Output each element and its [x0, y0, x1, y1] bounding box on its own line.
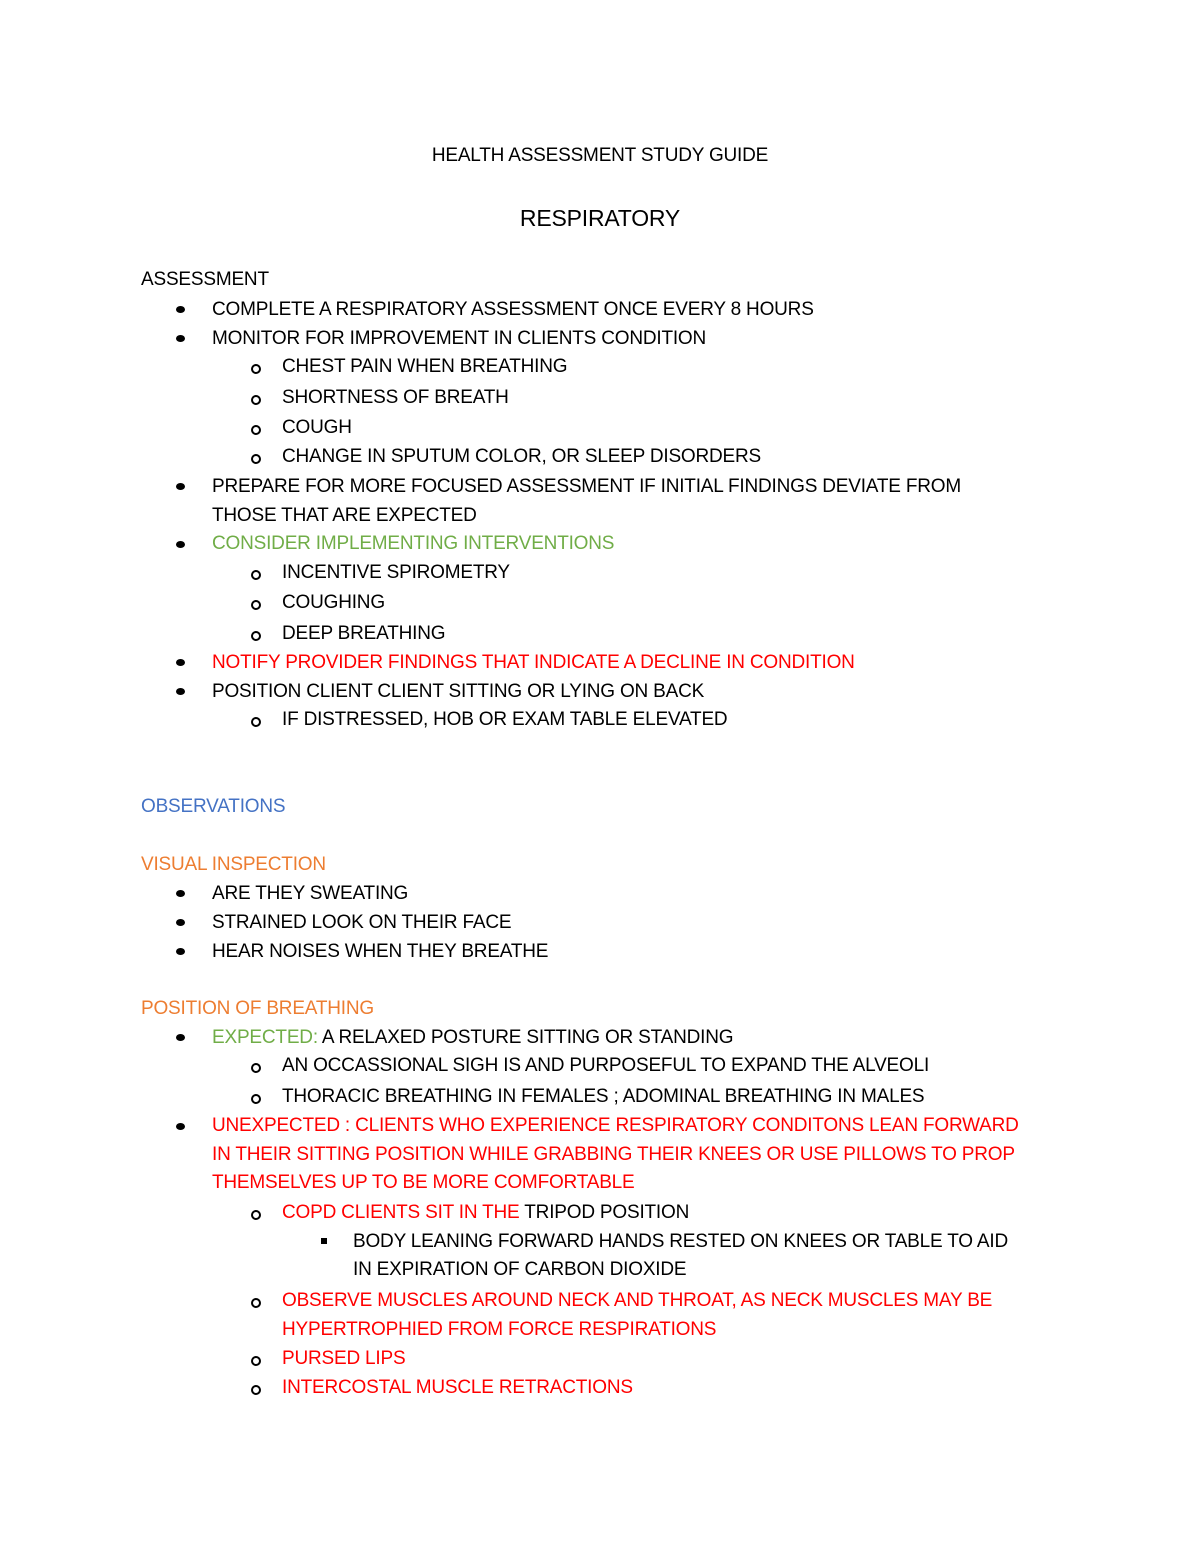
- list-item: PREPARE FOR MORE FOCUSED ASSESSMENT IF INITIAL FINDINGS DEVIATE FROM: [212, 476, 961, 497]
- bullet-icon: [176, 919, 185, 926]
- bullet-icon: [176, 541, 185, 548]
- circle-bullet-icon: [251, 1385, 261, 1395]
- sub-list-item: COUGH: [282, 417, 352, 438]
- sub-list-item-observe: OBSERVE MUSCLES AROUND NECK AND THROAT, AS NECK MUSCLES MAY BE: [282, 1290, 993, 1311]
- observations-heading: OBSERVATIONS: [141, 796, 286, 817]
- bullet-icon: [176, 483, 185, 490]
- sub-list-item: IF DISTRESSED, HOB OR EXAM TABLE ELEVATED: [282, 709, 728, 730]
- list-item-interventions: CONSIDER IMPLEMENTING INTERVENTIONS: [212, 533, 615, 554]
- circle-bullet-icon: [251, 600, 261, 610]
- sub-list-item-continuation: HYPERTROPHIED FROM FORCE RESPIRATIONS: [282, 1319, 717, 1340]
- bullet-icon: [176, 335, 185, 342]
- sub-list-item: CHANGE IN SPUTUM COLOR, OR SLEEP DISORDERS: [282, 446, 762, 467]
- circle-bullet-icon: [251, 454, 261, 464]
- list-item: POSITION CLIENT CLIENT SITTING OR LYING ON BACK: [212, 681, 705, 702]
- circle-bullet-icon: [251, 364, 261, 374]
- copd-black-text: TRIPOD POSITION: [524, 1202, 690, 1223]
- list-item: COMPLETE A RESPIRATORY ASSESSMENT ONCE EVERY 8 HOURS: [212, 299, 814, 320]
- list-item: HEAR NOISES WHEN THEY BREATHE: [212, 941, 549, 962]
- list-item-continuation: THOSE THAT ARE EXPECTED: [212, 505, 477, 526]
- sub-list-item: THORACIC BREATHING IN FEMALES ; ADOMINAL BREATHING IN MALES: [282, 1086, 925, 1107]
- list-item-unexpected: UNEXPECTED : CLIENTS WHO EXPERIENCE RESPIRATORY CONDITONS LEAN FORWARD: [212, 1115, 1019, 1136]
- sub-sub-list-item: BODY LEANING FORWARD HANDS RESTED ON KNEES OR TABLE TO AID: [353, 1231, 1008, 1252]
- document-title: HEALTH ASSESSMENT STUDY GUIDE: [431, 145, 769, 166]
- bullet-icon: [176, 1034, 185, 1041]
- square-bullet-icon: [321, 1238, 327, 1244]
- list-item-notify: NOTIFY PROVIDER FINDINGS THAT INDICATE A DECLINE IN CONDITION: [212, 652, 855, 673]
- bullet-icon: [176, 688, 185, 695]
- bullet-icon: [176, 890, 185, 897]
- list-item: ARE THEY SWEATING: [212, 883, 409, 904]
- list-item: MONITOR FOR IMPROVEMENT IN CLIENTS CONDITION: [212, 328, 707, 349]
- circle-bullet-icon: [251, 395, 261, 405]
- sub-list-item-pursed-lips: PURSED LIPS: [282, 1348, 406, 1369]
- bullet-icon: [176, 306, 185, 313]
- list-item-expected: [212, 1026, 733, 1050]
- sub-list-item-intercostal: INTERCOSTAL MUSCLE RETRACTIONS: [282, 1377, 633, 1398]
- sub-sub-list-item-continuation: IN EXPIRATION OF CARBON DIOXIDE: [353, 1259, 687, 1280]
- sub-list-item: AN OCCASSIONAL SIGH IS AND PURPOSEFUL TO EXPAND THE ALVEOLI: [282, 1055, 930, 1076]
- circle-bullet-icon: [251, 1298, 261, 1308]
- circle-bullet-icon: [251, 631, 261, 641]
- expected-text: A RELAXED POSTURE SITTING OR STANDING: [317, 1027, 734, 1048]
- copd-red-text: COPD CLIENTS SIT IN THE: [282, 1202, 525, 1223]
- visual-inspection-heading: VISUAL INSPECTION: [141, 854, 326, 875]
- list-item-continuation: THEMSELVES UP TO BE MORE COMFORTABLE: [212, 1172, 635, 1193]
- bullet-icon: [176, 659, 185, 666]
- sub-list-item-copd: [282, 1201, 689, 1225]
- sub-list-item: DEEP BREATHING: [282, 623, 446, 644]
- circle-bullet-icon: [251, 1063, 261, 1073]
- bullet-icon: [176, 948, 185, 955]
- document-subtitle: RESPIRATORY: [519, 205, 681, 231]
- list-item: STRAINED LOOK ON THEIR FACE: [212, 912, 512, 933]
- sub-list-item: INCENTIVE SPIROMETRY: [282, 562, 510, 583]
- sub-list-item: COUGHING: [282, 592, 385, 613]
- assessment-heading: ASSESSMENT: [141, 269, 269, 290]
- circle-bullet-icon: [251, 425, 261, 435]
- sub-list-item: SHORTNESS OF BREATH: [282, 387, 509, 408]
- position-of-breathing-heading: POSITION OF BREATHING: [141, 998, 374, 1019]
- expected-label: EXPECTED:: [212, 1027, 318, 1048]
- circle-bullet-icon: [251, 570, 261, 580]
- circle-bullet-icon: [251, 717, 261, 727]
- circle-bullet-icon: [251, 1210, 261, 1220]
- bullet-icon: [176, 1123, 185, 1130]
- circle-bullet-icon: [251, 1356, 261, 1366]
- circle-bullet-icon: [251, 1094, 261, 1104]
- sub-list-item: CHEST PAIN WHEN BREATHING: [282, 356, 568, 377]
- list-item-continuation: IN THEIR SITTING POSITION WHILE GRABBING THEIR KNEES OR USE PILLOWS TO PROP: [212, 1144, 1015, 1165]
